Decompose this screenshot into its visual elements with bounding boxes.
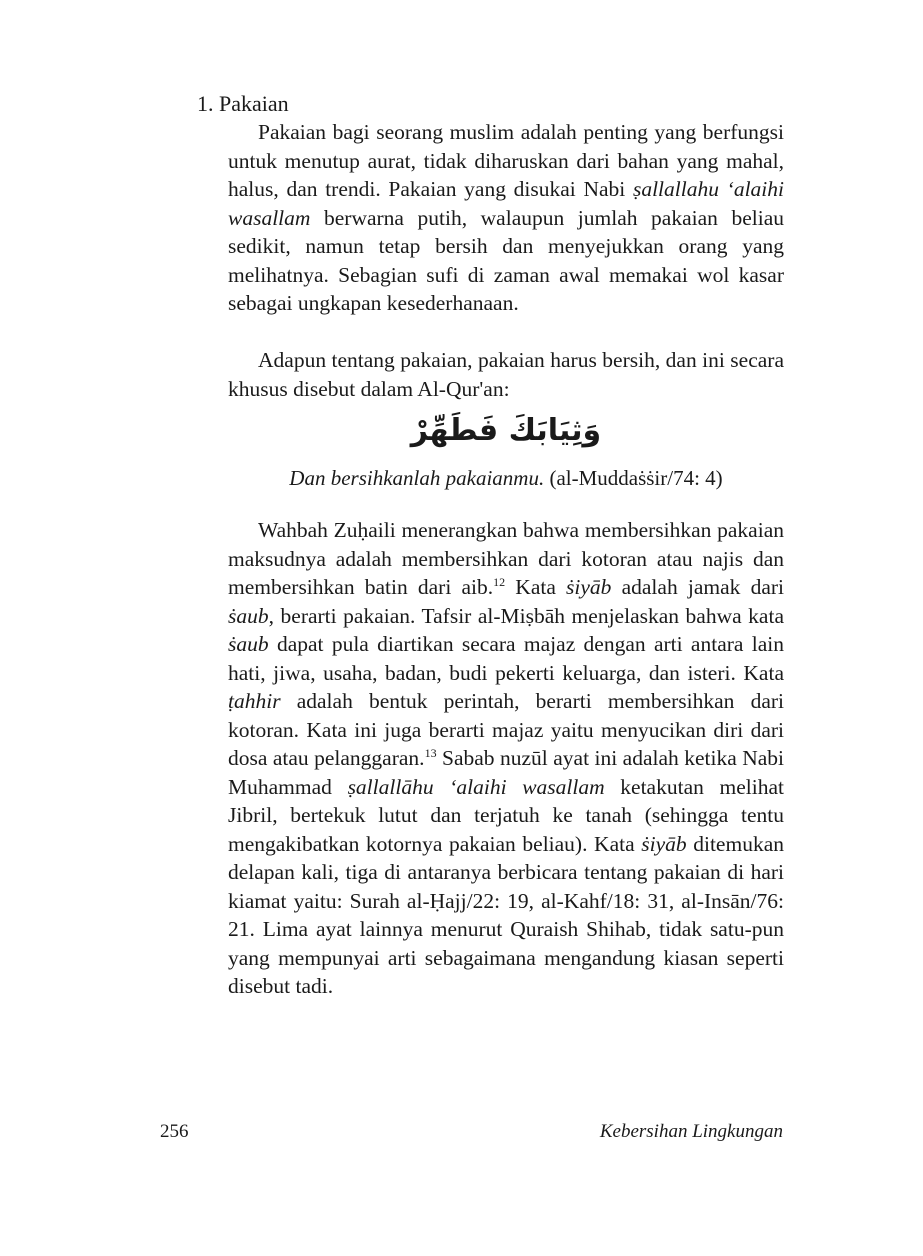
page-number: 256 [160, 1121, 189, 1142]
term-italic: ṡaub [228, 632, 269, 656]
running-title: Kebersihan Lingkungan [599, 1121, 783, 1142]
text-run: adalah jamak dari [611, 575, 784, 599]
text-run: Sabab nuzūl ayat ini adalah ketika Nabi Muhammad [228, 746, 784, 799]
text-run: Pakaian bagi seorang muslim adalah penting yang berfungsi untuk menutup aurat, tidak diharuskan dari bahan yang mahal, halus, dan trendi. Pakaian yang disukai Nabi [228, 120, 784, 201]
text-run: ketakutan melihat Jibril, bertekuk lutut dan terjatuh ke tanah (sehingga tentu mengakibatkan kotornya pakaian beliau). Kata [228, 774, 784, 856]
footnote-marker-13[interactable]: 13 [424, 746, 437, 760]
text-run: Kata [505, 575, 567, 599]
section-heading: 1. Pakaian [197, 91, 289, 116]
text-run: berwarna putih, walaupun jumlah pakaian beliau sedikit, namun tetap bersih dan menyejukkan orang yang melihatnya. Sebagian sufi di zaman awal memakai wol kasar sebagai ungkapan kesederhanaan. [228, 205, 784, 315]
text-run: adalah bentuk perintah, berarti membersihkan dari kotoran. Kata ini juga berarti majaz yaitu menyucikan diri dari dosa atau pelanggaran. [228, 689, 784, 770]
term-italic: ṡiyāb [566, 575, 612, 599]
paragraph-tafsir-explanation [228, 516, 784, 1001]
footnote-marker-12[interactable]: 12 [493, 575, 506, 589]
text-run: , berarti pakaian. Tafsir al-Miṣbāh menjelaskan bahwa kata [268, 603, 784, 628]
honorific-italic: ṣallallāhu ‘alaihi wasallam [347, 774, 605, 799]
honorific-italic: ṣallallahu ‘alaihi wasallam [228, 177, 785, 230]
paragraph-clothing-intro [228, 118, 784, 318]
verse-reference: (al-Muddaṡṡir/74: 4) [544, 466, 723, 490]
verse-translation [228, 464, 784, 492]
text-run: dapat pula diartikan secara majaz dengan arti antara lain hati, jiwa, usaha, badan, budi pekerti keluarga, dan isteri. Kata [228, 632, 784, 685]
term-italic: ṭahhir [228, 689, 281, 713]
quran-verse-arabic: وَثِيَابَكَ فَطَهِّرْ [410, 413, 602, 448]
paragraph-quran-mention: Adapun tentang pakaian, pakaian harus bersih, dan ini secara khusus disebut dalam Al-Qur'an: [228, 348, 784, 401]
text-run: Wahbah Zuḥaili menerangkan bahwa membersihkan pakaian maksudnya adalah membersihkan dari kotoran atau najis dan membersihkan batin dari aib. [228, 518, 784, 599]
text-run: ditemukan delapan kali, tiga di antaranya berbicara tentang pakaian di hari kiamat yaitu: Surah al-Ḥajj/22: 19, al-Kahf/18: 31, al-Insān/76: 21. Lima ayat lainnya menurut Quraish Shihab, tidak satu-pun yang mempunyai arti sebagaimana mengandung kiasan seperti disebut tadi. [228, 831, 784, 998]
term-italic: ṡiyāb [641, 831, 687, 856]
translation-italic: Dan bersihkanlah pakaianmu. [289, 466, 545, 490]
term-italic: ṡaub [228, 603, 269, 628]
